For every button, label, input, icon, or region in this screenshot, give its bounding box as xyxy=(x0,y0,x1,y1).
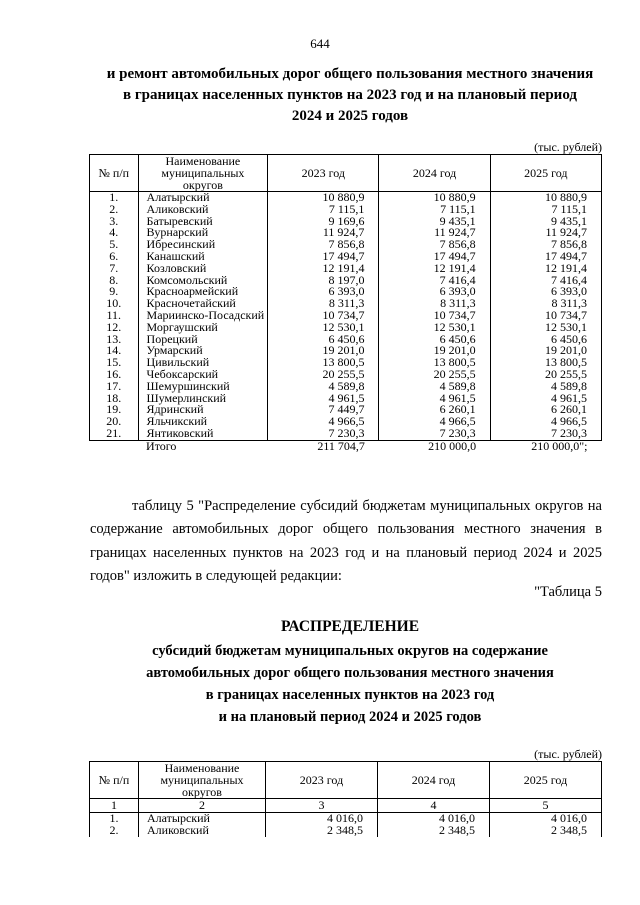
row-value-2024: 9 435,1 xyxy=(379,216,490,228)
row-number: 2. xyxy=(90,825,139,837)
row-district: Порецкий xyxy=(138,334,268,346)
row-value-2025: 2 348,5 xyxy=(490,825,602,837)
row-value-2024: 6 260,1 xyxy=(379,404,490,416)
row-value-2023: 8 311,3 xyxy=(268,298,379,310)
row-district: Алатырский xyxy=(138,192,268,204)
total-row xyxy=(90,440,602,452)
row-value-2025: 7 230,3 xyxy=(490,428,601,440)
column-index: 3 xyxy=(266,799,378,813)
unit-label-2: (тыс. рублей) xyxy=(534,747,602,761)
row-value-2025: 6 393,0 xyxy=(490,286,601,298)
row-district: Шемуршинский xyxy=(138,381,268,393)
row-number: 1. xyxy=(90,192,139,204)
row-number: 19. xyxy=(90,404,139,416)
row-value-2023: 13 800,5 xyxy=(268,357,379,369)
row-value-2024: 4 961,5 xyxy=(379,393,490,405)
row-district: Красночетайский xyxy=(138,298,268,310)
distribution-table xyxy=(89,761,602,837)
row-district: Ибресинский xyxy=(138,239,268,251)
row-value-2025: 7 115,1 xyxy=(490,204,601,216)
row-value-2023: 10 734,7 xyxy=(268,310,379,322)
column-index: 4 xyxy=(378,799,490,813)
row-value-2025: 4 589,8 xyxy=(490,381,601,393)
row-value-2025: 4 966,5 xyxy=(490,416,601,428)
row-value-2024: 4 589,8 xyxy=(379,381,490,393)
row-value-2025: 7 856,8 xyxy=(490,239,601,251)
row-district: Аликовский xyxy=(139,825,266,837)
row-number: 12. xyxy=(90,322,139,334)
amendment-text: таблицу 5 "Распределение субсидий бюджетам муниципальных округов на содержание автомобильных дорог общего пользования местного значения в границах населенных пунктов на 2023 год и на плановый период 2024 и 2025 годов" изложить в следующей редакции: xyxy=(90,498,602,585)
row-value-2025: 17 494,7 xyxy=(490,251,601,263)
row-number: 17. xyxy=(90,381,139,393)
row-number: 3. xyxy=(90,216,139,228)
row-number: 4. xyxy=(90,227,139,239)
column-index: 5 xyxy=(490,799,602,813)
row-district: Яльчикский xyxy=(138,416,268,428)
row-district: Канашский xyxy=(138,251,268,263)
row-value-2023: 19 201,0 xyxy=(268,345,379,357)
row-number: 2. xyxy=(90,204,139,216)
column-index: 1 xyxy=(90,799,139,813)
row-value-2024: 11 924,7 xyxy=(379,227,490,239)
row-value-2023: 8 197,0 xyxy=(268,275,379,287)
row-district: Моргаушский xyxy=(138,322,268,334)
row-district: Алатырский xyxy=(139,813,266,825)
row-number: 14. xyxy=(90,345,139,357)
row-value-2023: 6 393,0 xyxy=(268,286,379,298)
row-value-2023: 12 191,4 xyxy=(268,263,379,275)
row-value-2023: 6 450,6 xyxy=(268,334,379,346)
row-value-2024: 19 201,0 xyxy=(379,345,490,357)
row-district: Комсомольский xyxy=(138,275,268,287)
row-value-2025: 11 924,7 xyxy=(490,227,601,239)
subtitle-line: автомобильных дорог общего пользования местного значения xyxy=(146,665,554,681)
row-value-2025: 10 880,9 xyxy=(490,192,601,204)
row-number: 15. xyxy=(90,357,139,369)
row-number: 9. xyxy=(90,286,139,298)
col-header-2024: 2024 год xyxy=(379,155,490,192)
row-value-2023: 7 449,7 xyxy=(268,404,379,416)
row-value-2023: 4 016,0 xyxy=(266,813,378,825)
subsidy-table xyxy=(89,154,602,453)
row-value-2025: 6 450,6 xyxy=(490,334,601,346)
row-number: 8. xyxy=(90,275,139,287)
row-value-2025: 12 191,4 xyxy=(490,263,601,275)
subtitle-line: субсидий бюджетам муниципальных округов на содержание xyxy=(152,643,548,659)
row-value-2025: 9 435,1 xyxy=(490,216,601,228)
row-value-2025: 20 255,5 xyxy=(490,369,601,381)
row-number: 18. xyxy=(90,393,139,405)
row-district: Батыревский xyxy=(138,216,268,228)
row-number xyxy=(90,440,139,452)
row-number: 11. xyxy=(90,310,139,322)
row-value-2023: 17 494,7 xyxy=(268,251,379,263)
row-value-2023: 2 348,5 xyxy=(266,825,378,837)
row-district: Цивильский xyxy=(138,357,268,369)
row-district: Красноармейский xyxy=(138,286,268,298)
col-header-2024: 2024 год xyxy=(378,762,490,799)
row-value-2025: 4 961,5 xyxy=(490,393,601,405)
row-value-2025: 8 311,3 xyxy=(490,298,601,310)
row-value-2024: 2 348,5 xyxy=(378,825,490,837)
row-value-2023: 20 255,5 xyxy=(268,369,379,381)
row-value-2025: 210 000,0"; xyxy=(531,438,588,453)
row-value-2024: 10 880,9 xyxy=(379,192,490,204)
row-value-2023: 7 230,3 xyxy=(268,428,379,440)
distribution-subtitle xyxy=(90,640,610,728)
row-value-2023: 4 966,5 xyxy=(268,416,379,428)
row-value-2023: 10 880,9 xyxy=(268,192,379,204)
row-value-2025: 10 734,7 xyxy=(490,310,601,322)
row-value-2024: 210 000,0 xyxy=(428,438,477,453)
col-header-name: Наименование муниципальных округов xyxy=(139,762,266,799)
section-title-line: 2024 и 2025 годов xyxy=(291,108,409,124)
row-value-2024: 7 115,1 xyxy=(379,204,490,216)
row-district: Итого xyxy=(146,438,177,453)
col-header-2023: 2023 год xyxy=(268,155,379,192)
row-district: Ядринский xyxy=(138,404,268,416)
row-value-2025: 19 201,0 xyxy=(490,345,601,357)
row-value-2024: 4 966,5 xyxy=(379,416,490,428)
row-value-2024: 12 530,1 xyxy=(379,322,490,334)
row-value-2023: 211 704,7 xyxy=(317,438,365,453)
row-number: 10. xyxy=(90,298,139,310)
row-district: Козловский xyxy=(138,263,268,275)
row-number: 13. xyxy=(90,334,139,346)
row-value-2024: 7 416,4 xyxy=(379,275,490,287)
col-header-num: № п/п xyxy=(90,155,139,192)
row-district: Мариинско-Посадский xyxy=(138,310,268,322)
row-value-2024: 17 494,7 xyxy=(379,251,490,263)
row-district: Аликовский xyxy=(138,204,268,216)
row-value-2024: 7 856,8 xyxy=(379,239,490,251)
row-value-2023: 12 530,1 xyxy=(268,322,379,334)
col-header-2025: 2025 год xyxy=(490,762,602,799)
col-header-num: № п/п xyxy=(90,762,139,799)
row-number: 20. xyxy=(90,416,139,428)
row-number: 16. xyxy=(90,369,139,381)
row-number: 1. xyxy=(90,813,139,825)
row-value-2023: 7 856,8 xyxy=(268,239,379,251)
row-value-2024: 7 230,3 xyxy=(379,428,490,440)
row-value-2024: 4 016,0 xyxy=(378,813,490,825)
row-value-2024: 20 255,5 xyxy=(379,369,490,381)
row-value-2023: 4 589,8 xyxy=(268,381,379,393)
row-number: 5. xyxy=(90,239,139,251)
unit-label: (тыс. рублей) xyxy=(534,140,602,154)
table-row xyxy=(90,825,602,837)
row-value-2023: 9 169,6 xyxy=(268,216,379,228)
section-title-line: в границах населенных пунктов на 2023 год и на плановый период xyxy=(123,87,577,103)
row-district: Урмарский xyxy=(138,345,268,357)
row-number: 6. xyxy=(90,251,139,263)
row-value-2024: 6 450,6 xyxy=(379,334,490,346)
col-header-2023: 2023 год xyxy=(266,762,378,799)
row-value-2024: 13 800,5 xyxy=(379,357,490,369)
amendment-paragraph xyxy=(90,495,602,589)
column-index: 2 xyxy=(139,799,266,813)
row-district: Шумерлинский xyxy=(138,393,268,405)
subtitle-line: и на плановый период 2024 и 2025 годов xyxy=(218,709,482,725)
row-number: 21. xyxy=(90,428,139,440)
row-value-2025: 12 530,1 xyxy=(490,322,601,334)
row-district: Вурнарский xyxy=(138,227,268,239)
row-value-2024: 6 393,0 xyxy=(379,286,490,298)
section-title-line: и ремонт автомобильных дорог общего пользования местного значения xyxy=(106,66,594,82)
row-district: Чебоксарский xyxy=(138,369,268,381)
row-district: Янтиковский xyxy=(138,428,268,440)
row-value-2025: 7 416,4 xyxy=(490,275,601,287)
row-value-2024: 10 734,7 xyxy=(379,310,490,322)
col-header-2025: 2025 год xyxy=(490,155,601,192)
distribution-heading: РАСПРЕДЕЛЕНИЕ xyxy=(280,618,420,635)
row-value-2023: 4 961,5 xyxy=(268,393,379,405)
row-value-2024: 12 191,4 xyxy=(379,263,490,275)
row-value-2023: 7 115,1 xyxy=(268,204,379,216)
row-number: 7. xyxy=(90,263,139,275)
row-value-2025: 4 016,0 xyxy=(490,813,602,825)
subtitle-line: в границах населенных пунктов на 2023 год xyxy=(205,687,495,703)
col-header-name: Наименование муниципальных округов xyxy=(138,155,268,192)
row-value-2023: 11 924,7 xyxy=(268,227,379,239)
row-value-2025: 6 260,1 xyxy=(490,404,601,416)
row-value-2025: 13 800,5 xyxy=(490,357,601,369)
row-value-2024: 8 311,3 xyxy=(379,298,490,310)
section-title xyxy=(90,64,610,127)
page-number: 644 xyxy=(310,36,330,51)
table5-label: "Таблица 5 xyxy=(534,584,602,600)
